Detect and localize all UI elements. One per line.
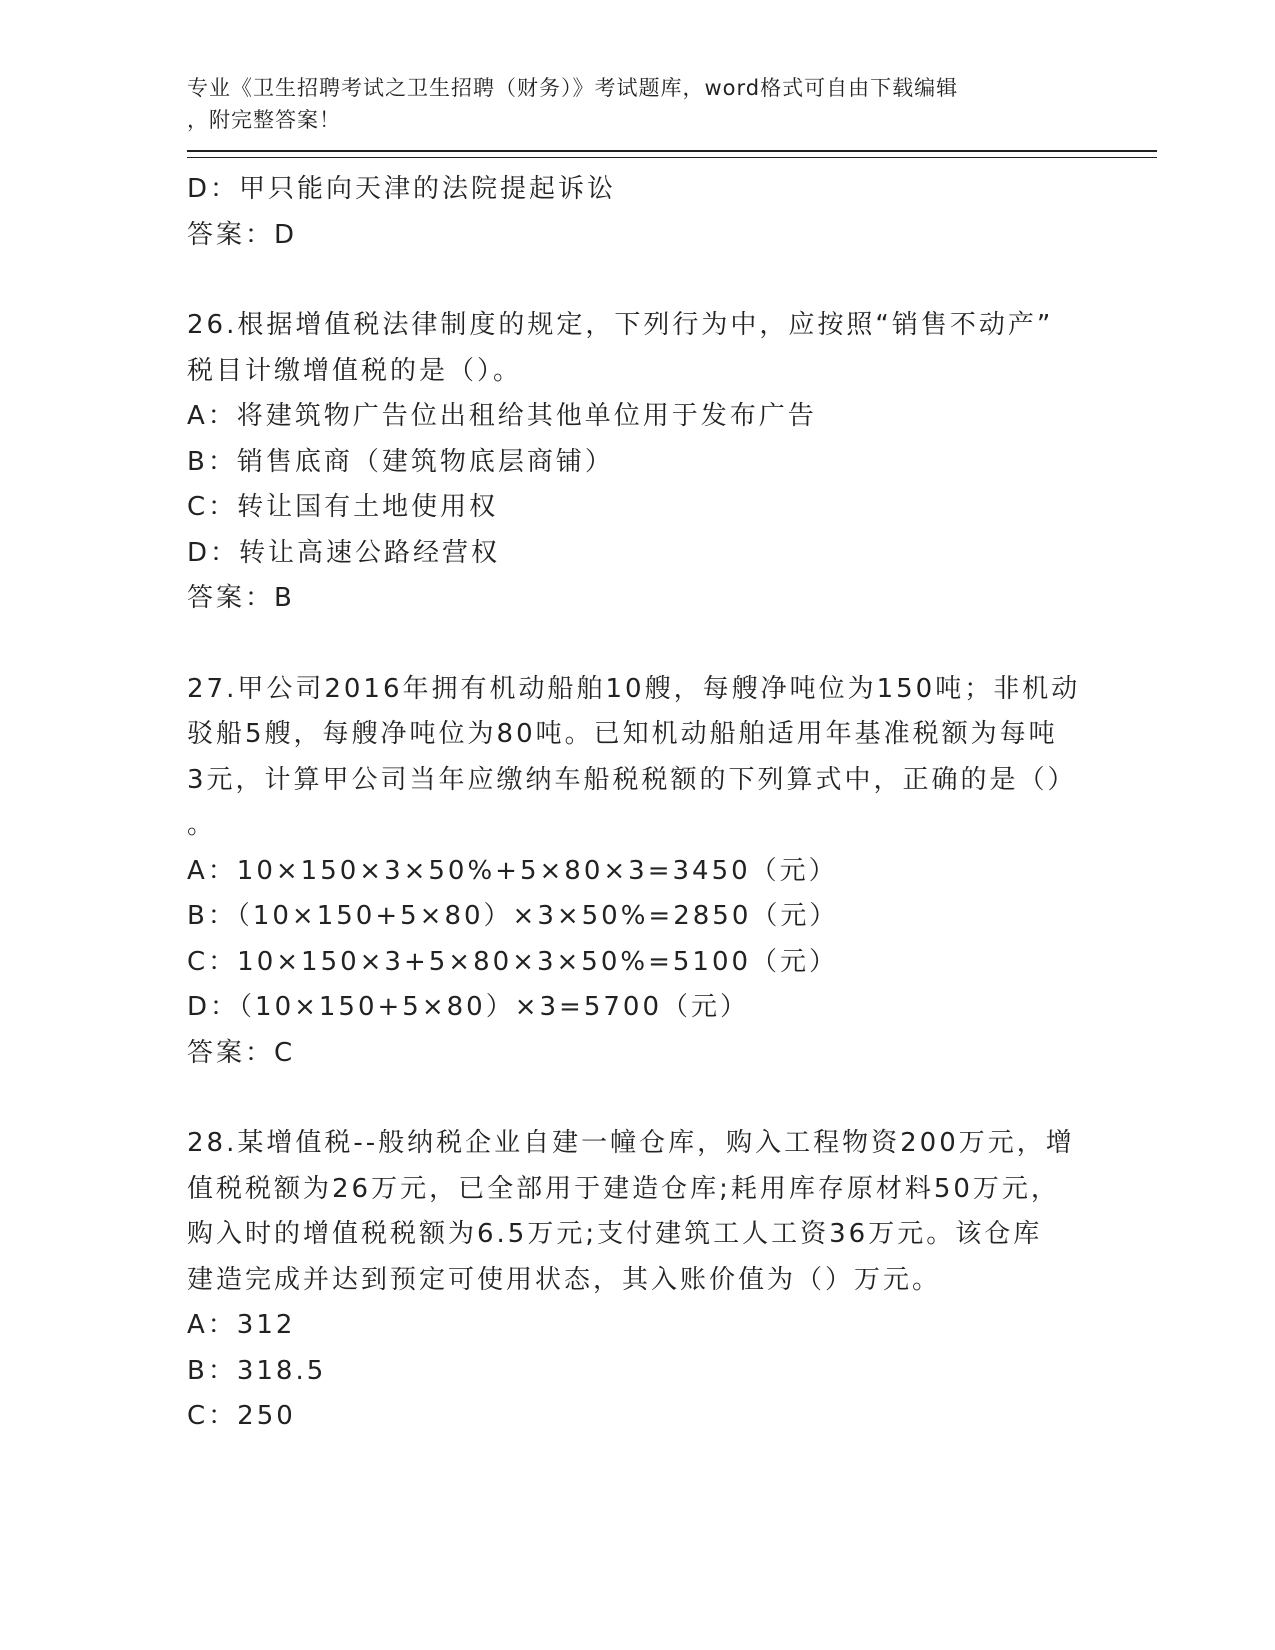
document-page bbox=[187, 72, 1157, 1440]
q27-option-c: C：10×150×3+5×80×3×50%=5100（元） bbox=[187, 946, 839, 977]
q26-option-b: B：销售底商（建筑物底层商铺） bbox=[187, 446, 614, 477]
spacer bbox=[187, 622, 1157, 667]
q27-stem-line-2: 驳船5艘，每艘净吨位为80吨。已知机动船舶适用年基准税额为每吨 bbox=[187, 719, 1058, 749]
q27-option-d: D：（10×150+5×80）×3=5700（元） bbox=[187, 992, 749, 1022]
q28-option-b: B：318.5 bbox=[187, 1355, 327, 1386]
spacer bbox=[187, 258, 1157, 303]
header-line-1: 专业《卫生招聘考试之卫生招聘（财务）》考试题库，word格式可自由下载编辑 bbox=[187, 76, 959, 100]
q27-stem-line-3: 3元，计算甲公司当年应缴纳车船税税额的下列算式中，正确的是（） bbox=[187, 764, 1077, 795]
q28-stem-line-1: 28.某增值税--般纳税企业自建一幢仓库，购入工程物资200万元，增 bbox=[187, 1128, 1075, 1158]
q26-option-d: D：转让高速公路经营权 bbox=[187, 537, 501, 568]
q27-stem-line-1: 27.甲公司2016年拥有机动船舶10艘，每艘净吨位为150吨；非机动 bbox=[187, 673, 1081, 704]
q27-option-a: A：10×150×3×50%+5×80×3=3450（元） bbox=[187, 855, 838, 886]
q26-answer: 答案：B bbox=[187, 583, 295, 613]
q26-stem-line-2: 税目计缴增值税的是（）。 bbox=[187, 355, 523, 386]
q25-answer: 答案：D bbox=[187, 219, 298, 250]
q27-answer: 答案：C bbox=[187, 1037, 296, 1068]
spacer bbox=[187, 1076, 1157, 1121]
q28-option-a: A：312 bbox=[187, 1310, 296, 1340]
page-header bbox=[187, 72, 1087, 136]
q28-option-c: C：250 bbox=[187, 1401, 296, 1431]
q25-option-d: D：甲只能向天津的法院提起诉讼 bbox=[187, 174, 617, 204]
q26-stem-line-1: 26.根据增值税法律制度的规定，下列行为中，应按照“销售不动产” bbox=[187, 310, 1054, 340]
q28-stem-line-2: 值税税额为26万元，已全部用于建造仓库;耗用库存原材料50万元， bbox=[187, 1173, 1060, 1204]
question-content bbox=[187, 167, 1157, 1440]
q27-option-b: B：（10×150+5×80）×3×50%=2850（元） bbox=[187, 901, 839, 931]
q27-stem-line-4: 。 bbox=[187, 810, 217, 840]
header-divider bbox=[187, 150, 1157, 158]
q28-stem-line-3: 购入时的增值税税额为6.5万元;支付建筑工人工资36万元。该仓库 bbox=[187, 1219, 1043, 1249]
q28-stem-line-4: 建造完成并达到预定可使用状态，其入账价值为（）万元。 bbox=[187, 1264, 942, 1295]
header-line-2: ，附完整答案！ bbox=[187, 108, 341, 132]
q26-option-a: A：将建筑物广告位出租给其他单位用于发布广告 bbox=[187, 401, 817, 431]
q26-option-c: C：转让国有土地使用权 bbox=[187, 492, 499, 522]
